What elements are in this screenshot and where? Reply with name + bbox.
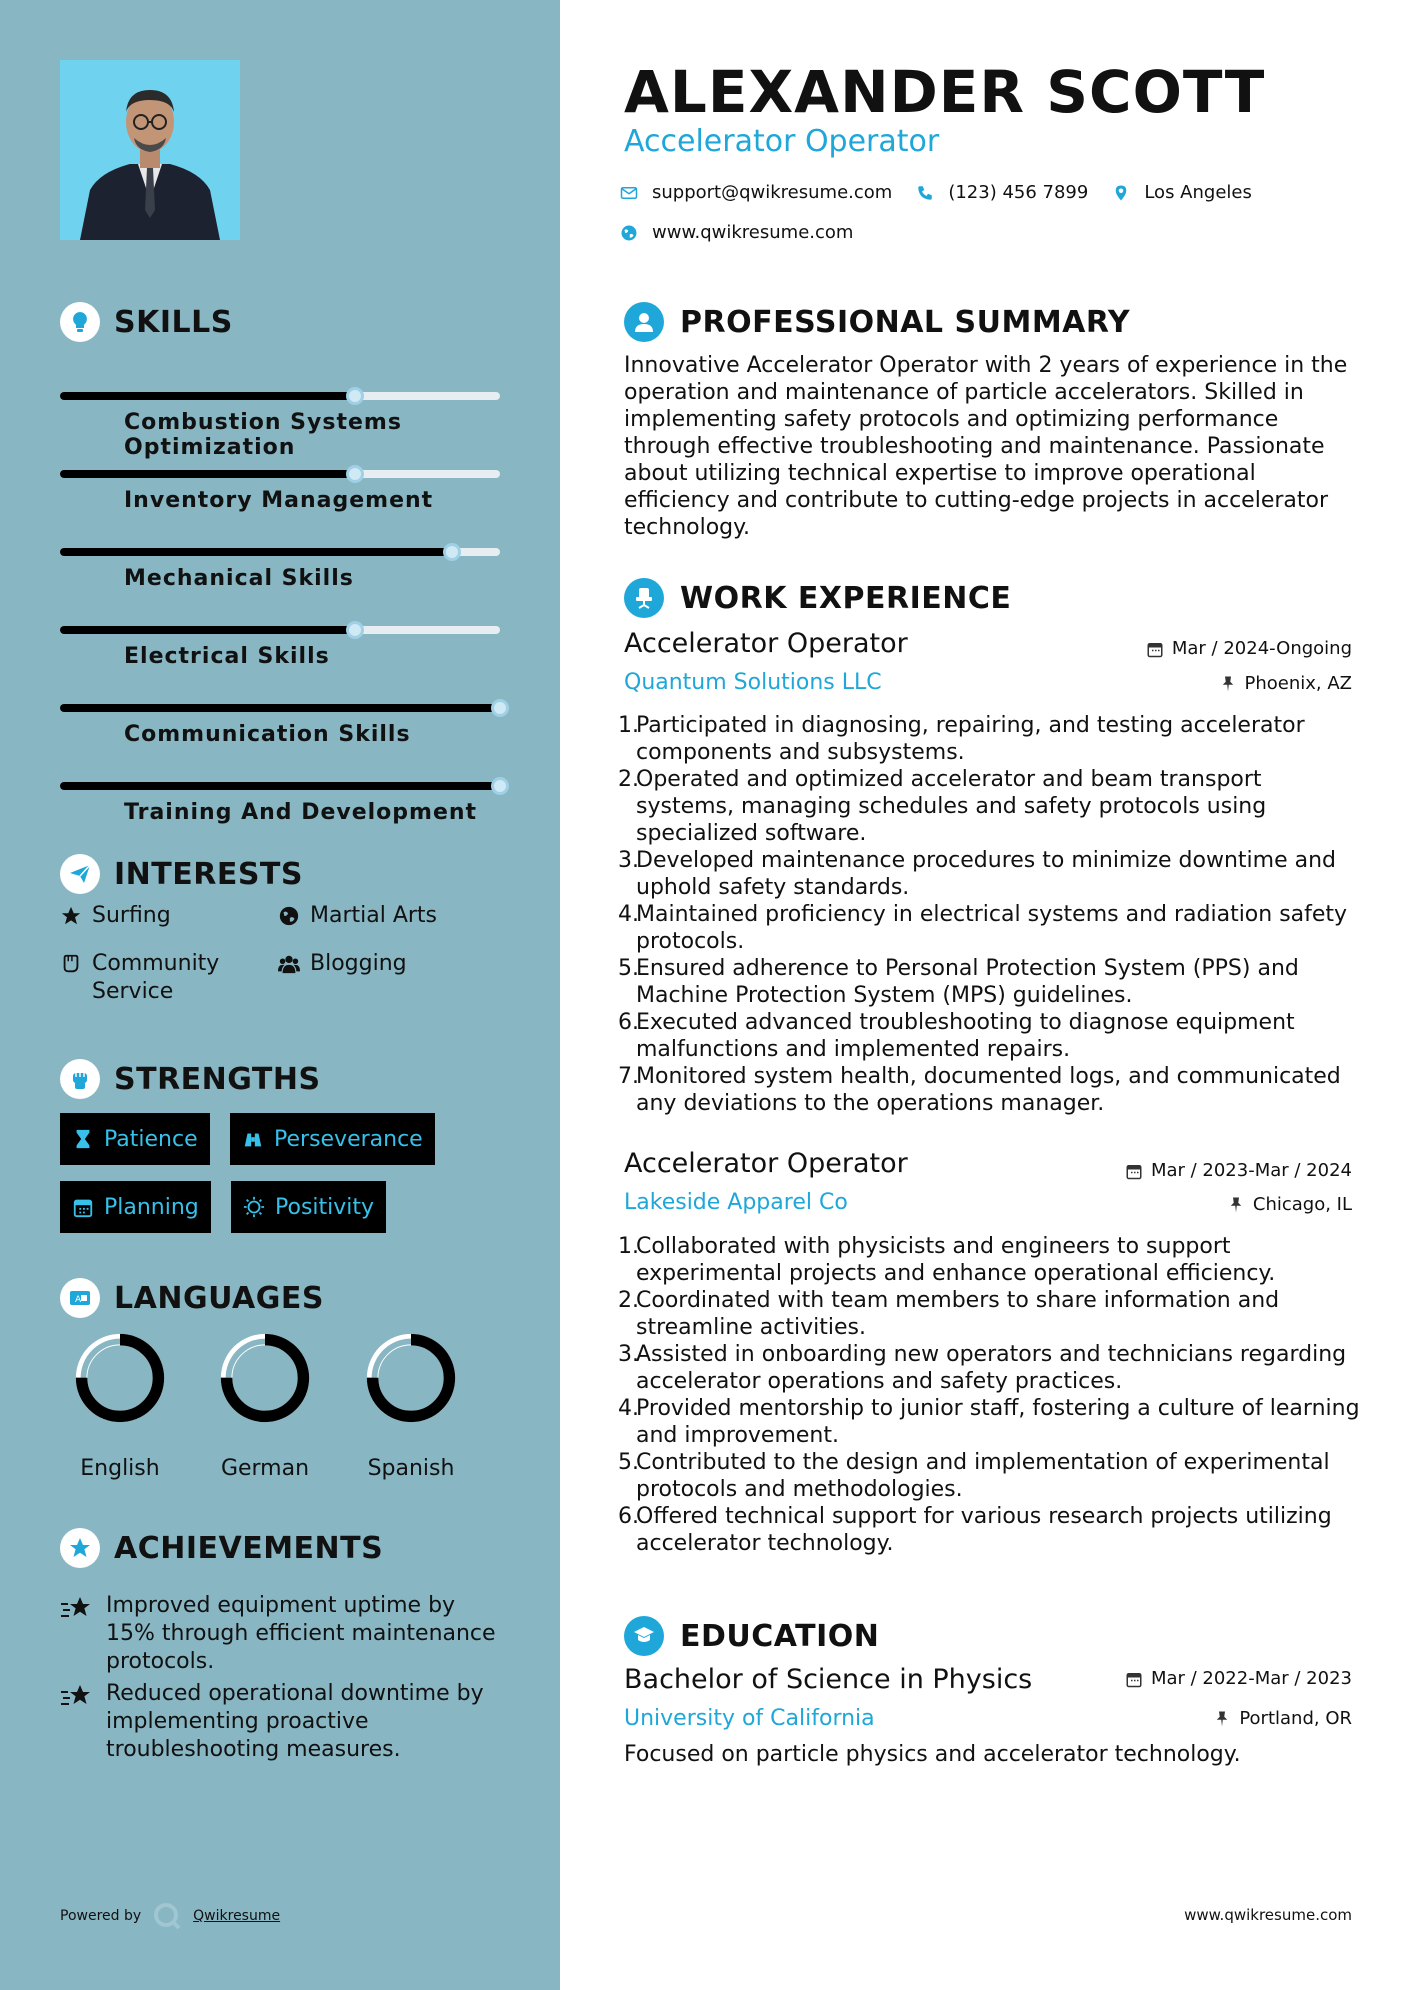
education-description: Focused on particle physics and accelerator technology. [624, 1742, 1241, 1767]
interests-heading [60, 854, 303, 894]
experience-title: WORK EXPERIENCE [680, 580, 1012, 616]
duty-item [618, 712, 1364, 766]
duty-number: 4. [618, 1396, 639, 1421]
graduate-icon [624, 1616, 664, 1656]
strength-label: Planning [104, 1194, 199, 1220]
achievements-heading [60, 1528, 383, 1568]
job-company: Lakeside Apparel Co [624, 1190, 848, 1215]
duty-text: Participated in diagnosing, repairing, and testing accelerator components and subsystems. [636, 713, 1305, 765]
interests-title: INTERESTS [114, 856, 303, 892]
candidate-name: ALEXANDER SCOTT [624, 58, 1266, 126]
job-location-text: Phoenix, AZ [1244, 673, 1352, 694]
duty-item [618, 1287, 1364, 1341]
duty-text: Offered technical support for various research projects utilizing accelerator technology. [636, 1504, 1332, 1556]
skill-bar-track [60, 782, 500, 790]
pushpin-icon [1219, 675, 1237, 693]
languages-title: LANGUAGES [114, 1280, 324, 1316]
language-ring [72, 1330, 168, 1426]
skill-name: Training And Development [124, 800, 478, 825]
location-text: Los Angeles [1144, 182, 1252, 203]
languages-heading [60, 1278, 324, 1318]
duty-item [618, 1449, 1364, 1503]
achievement-text: Reduced operational downtime by implementing proactive troubleshooting measures. [106, 1681, 484, 1762]
duty-item [618, 766, 1364, 847]
duty-text: Maintained proficiency in electrical systems and radiation safety protocols. [636, 902, 1348, 954]
skill-bar-fill [60, 548, 452, 556]
skills-title: SKILLS [114, 304, 233, 340]
contact-row [620, 182, 1252, 203]
job-location-text: Chicago, IL [1252, 1194, 1352, 1215]
strength-badge [231, 1181, 386, 1233]
skill-bar-track [60, 626, 500, 634]
duty-item [618, 955, 1364, 1009]
duty-text: Ensured adherence to Personal Protection System (PPS) and Machine Protection System (MPS) guidelines. [636, 956, 1299, 1008]
duty-number: 2. [618, 1288, 639, 1313]
duty-item [618, 1063, 1364, 1117]
duty-text: Collaborated with physicists and engineers to support experimental projects and enhance operational efficiency. [636, 1234, 1276, 1286]
users-icon [278, 953, 300, 975]
calendar-icon [1125, 1670, 1143, 1688]
star-badge-icon [60, 1528, 100, 1568]
duty-number: 3. [618, 1342, 639, 1367]
language-ring [363, 1330, 459, 1426]
paper-plane-icon [60, 854, 100, 894]
duty-text: Executed advanced troubleshooting to diagnose equipment malfunctions and implemented repairs. [636, 1010, 1295, 1062]
experience-heading [624, 578, 1011, 618]
language-ring [217, 1330, 313, 1426]
map-pin-icon [1112, 184, 1130, 202]
shooting-star-icon [60, 1682, 94, 1712]
globe-icon [620, 224, 638, 242]
email-link[interactable]: support@qwikresume.com [652, 182, 893, 203]
skill-name: Electrical Skills [124, 644, 330, 669]
sun-icon [243, 1196, 265, 1218]
summary-title: PROFESSIONAL SUMMARY [680, 304, 1131, 340]
education-location [1213, 1708, 1352, 1729]
job-title: Accelerator Operator [624, 1148, 908, 1179]
education-dates [1125, 1668, 1352, 1689]
duty-text: Developed maintenance procedures to minimize downtime and uphold safety standards. [636, 848, 1337, 900]
job-dates [1146, 638, 1352, 659]
person-portrait-icon [60, 60, 240, 240]
calendar-icon [72, 1196, 94, 1218]
duty-text: Coordinated with team members to share information and streamline activities. [636, 1288, 1280, 1340]
binoculars-icon [242, 1128, 264, 1150]
duty-text: Contributed to the design and implementation of experimental protocols and methodologies. [636, 1450, 1330, 1502]
pushpin-icon [1227, 1196, 1245, 1214]
duty-text: Operated and optimized accelerator and beam transport systems, managing schedules and safety protocols using specialized software. [636, 767, 1267, 846]
candidate-role: Accelerator Operator [624, 124, 940, 159]
skill-bar-track [60, 392, 500, 400]
school-name: University of California [624, 1706, 875, 1731]
skill-bar-knob [346, 465, 364, 483]
skill-bar-knob [346, 621, 364, 639]
job-title: Accelerator Operator [624, 628, 908, 659]
duty-number: 7. [618, 1064, 639, 1089]
main-content [560, 0, 1407, 1990]
interest-label: Surfing [92, 903, 171, 928]
skill-bar-fill [60, 392, 355, 400]
skill-bar-fill [60, 782, 500, 790]
interest-label: Martial Arts [310, 903, 438, 928]
education-location-text: Portland, OR [1239, 1708, 1352, 1729]
duty-number: 2. [618, 767, 639, 792]
calendar-icon [1125, 1162, 1143, 1180]
language-item [356, 1330, 466, 1481]
qwikresume-logo-icon [153, 1902, 181, 1930]
duty-text: Monitored system health, documented logs, and communicated any deviations to the operations manager. [636, 1064, 1341, 1116]
powered-by-label: Powered by [60, 1908, 142, 1924]
envelope-icon [620, 184, 638, 202]
skill-bar-knob [491, 699, 509, 717]
shooting-star-icon [60, 1594, 94, 1624]
duty-number: 1. [618, 713, 639, 738]
skill-name: Inventory Management [124, 488, 434, 513]
fist-icon [60, 1059, 100, 1099]
interest-item [60, 950, 240, 1006]
job-duties [618, 712, 1364, 1117]
skill-bar-fill [60, 704, 500, 712]
job-dates [1125, 1160, 1352, 1181]
duty-number: 1. [618, 1234, 639, 1259]
phone-number: (123) 456 7899 [948, 182, 1089, 203]
strength-badge [230, 1113, 435, 1165]
duty-number: 4. [618, 902, 639, 927]
skill-bar-knob [443, 543, 461, 561]
duty-item [618, 901, 1364, 955]
interest-label: Community Service [92, 951, 220, 1004]
duty-number: 6. [618, 1504, 639, 1529]
powered-by [60, 1902, 280, 1930]
skills-heading [60, 302, 233, 342]
summary-heading [624, 302, 1130, 342]
job-location [1227, 1194, 1352, 1215]
job-dates-text: Mar / 2024-Ongoing [1171, 638, 1352, 659]
duty-item [618, 1341, 1364, 1395]
skill-bar-track [60, 704, 500, 712]
globe-icon [278, 905, 300, 927]
interest-item [278, 902, 437, 930]
lightbulb-icon [60, 302, 100, 342]
achievements-title: ACHIEVEMENTS [114, 1530, 384, 1566]
strengths-title: STRENGTHS [114, 1061, 321, 1097]
skill-bar-fill [60, 470, 355, 478]
interest-item [60, 902, 171, 930]
duty-item [618, 1395, 1364, 1449]
job-dates-text: Mar / 2023-Mar / 2024 [1150, 1160, 1352, 1181]
strength-label: Positivity [275, 1194, 375, 1220]
strength-badge [60, 1113, 210, 1165]
sidebar [0, 0, 560, 1990]
profile-photo [60, 60, 240, 240]
strengths-heading [60, 1059, 321, 1099]
job-duties [618, 1233, 1364, 1557]
achievement-item [60, 1592, 510, 1676]
strength-label: Patience [104, 1126, 198, 1152]
language-card-icon [60, 1278, 100, 1318]
skill-bar-knob [346, 387, 364, 405]
language-name: Spanish [367, 1456, 455, 1481]
svg-text:A: A [75, 1295, 82, 1305]
hand-icon [60, 953, 82, 975]
job-location [1219, 673, 1353, 694]
achievement-item [60, 1680, 510, 1764]
calendar-icon [1146, 640, 1164, 658]
interest-item [278, 950, 407, 978]
pushpin-icon [1213, 1710, 1231, 1728]
skill-name: Mechanical Skills [124, 566, 354, 591]
achievement-text: Improved equipment uptime by 15% through efficient maintenance protocols. [106, 1593, 496, 1674]
language-item [210, 1330, 320, 1481]
website-row [620, 222, 853, 243]
duty-item [618, 1009, 1364, 1063]
footer-website[interactable]: www.qwikresume.com [1184, 1906, 1352, 1924]
strength-label: Perseverance [274, 1126, 423, 1152]
education-heading [624, 1616, 879, 1656]
degree-title: Bachelor of Science in Physics [624, 1664, 1033, 1695]
qwikresume-link[interactable]: Qwikresume [193, 1908, 281, 1924]
hourglass-icon [72, 1128, 94, 1150]
language-name: German [220, 1456, 310, 1481]
phone-icon [916, 184, 934, 202]
duty-item [618, 1233, 1364, 1287]
duty-number: 6. [618, 1010, 639, 1035]
duty-number: 5. [618, 1450, 639, 1475]
star-icon [60, 905, 82, 927]
skill-name: Combustion Systems Optimization [124, 410, 402, 460]
language-item [65, 1330, 175, 1481]
interest-label: Blogging [310, 951, 407, 976]
duty-item [618, 847, 1364, 901]
strength-badge [60, 1181, 211, 1233]
language-name: English [80, 1456, 160, 1481]
education-title: EDUCATION [680, 1618, 880, 1654]
website-link[interactable]: www.qwikresume.com [652, 222, 854, 243]
skill-bar-fill [60, 626, 355, 634]
skill-bar-knob [491, 777, 509, 795]
duty-number: 3. [618, 848, 639, 873]
skill-bar-track [60, 548, 500, 556]
duty-item [618, 1503, 1364, 1557]
duty-text: Assisted in onboarding new operators and technicians regarding accelerator operations and safety practices. [636, 1342, 1347, 1394]
duty-number: 5. [618, 956, 639, 981]
office-chair-icon [624, 578, 664, 618]
skill-name: Communication Skills [124, 722, 411, 747]
job-company: Quantum Solutions LLC [624, 670, 882, 695]
summary-text: Innovative Accelerator Operator with 2 years of experience in the operation and maintenance of particle accelerators. Skilled in implementing safety protocols and optimizing performance through effective troubleshooting and maintenance. Passionate about utilizing technical expertise to improve operational efficiency and contribute to cutting-edge projects in accelerator technology. [624, 353, 1348, 540]
duty-text: Provided mentorship to junior staff, fostering a culture of learning and improvement. [636, 1396, 1360, 1448]
user-icon [624, 302, 664, 342]
education-dates-text: Mar / 2022-Mar / 2023 [1150, 1668, 1352, 1689]
skill-bar-track [60, 470, 500, 478]
